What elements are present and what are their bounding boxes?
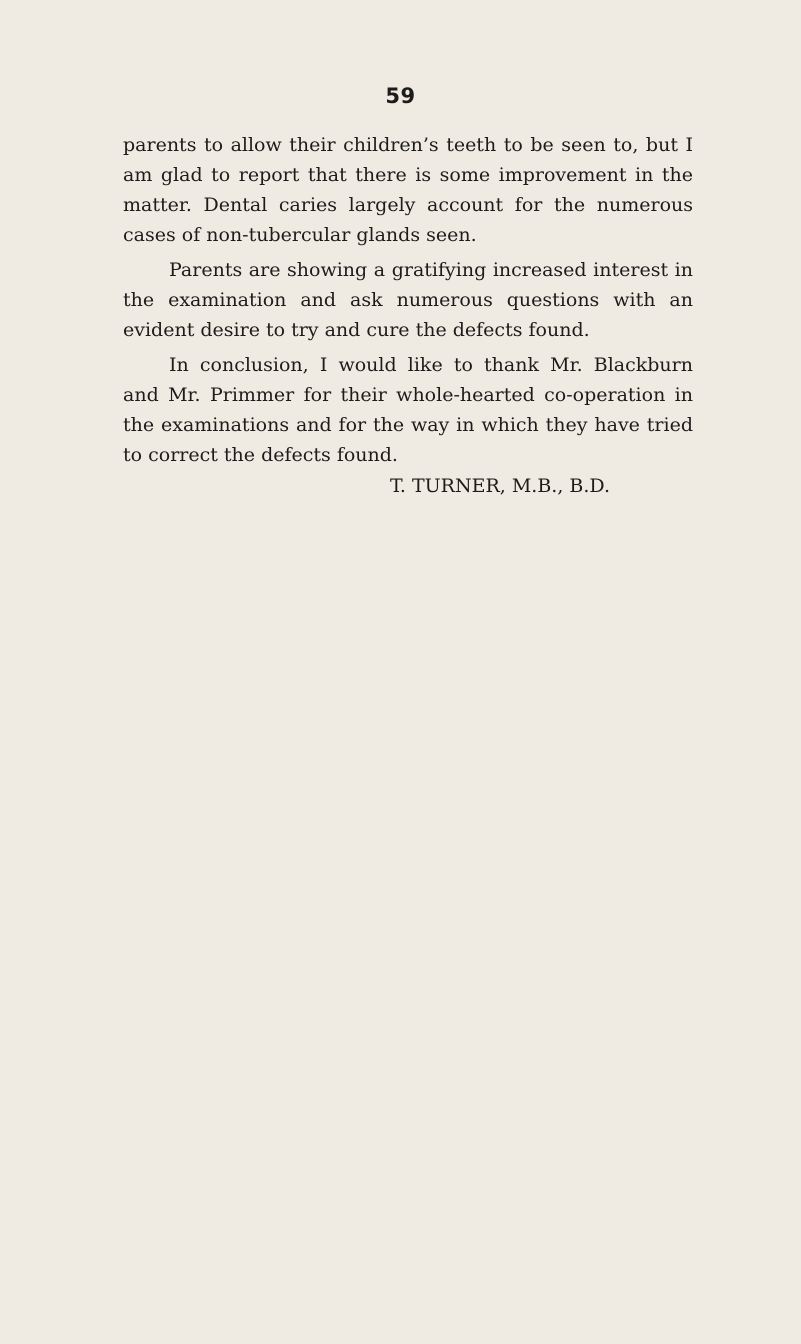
signature: T. TURNER, M.B., B.D. — [390, 475, 611, 497]
paragraph-parents-interest: Parents are showing a gratifying increased interest in the examination and ask numerous questions with an evident desire to try and cure the defects found. — [123, 259, 693, 341]
paragraph-continuation: parents to allow their children’s teeth to be seen to, but I am glad to report that there is some improvement in the matter. Dental caries largely account for the numerous cases of non-tubercular glands seen. — [123, 134, 693, 246]
paragraph-conclusion: In conclusion, I would like to thank Mr. Blackburn and Mr. Primmer for their whole-hearted co-operation in the examinations and for the way in which they have tried to correct the defects found. — [123, 354, 693, 466]
body-text — [123, 130, 693, 475]
page-number: 59 — [385, 84, 416, 108]
